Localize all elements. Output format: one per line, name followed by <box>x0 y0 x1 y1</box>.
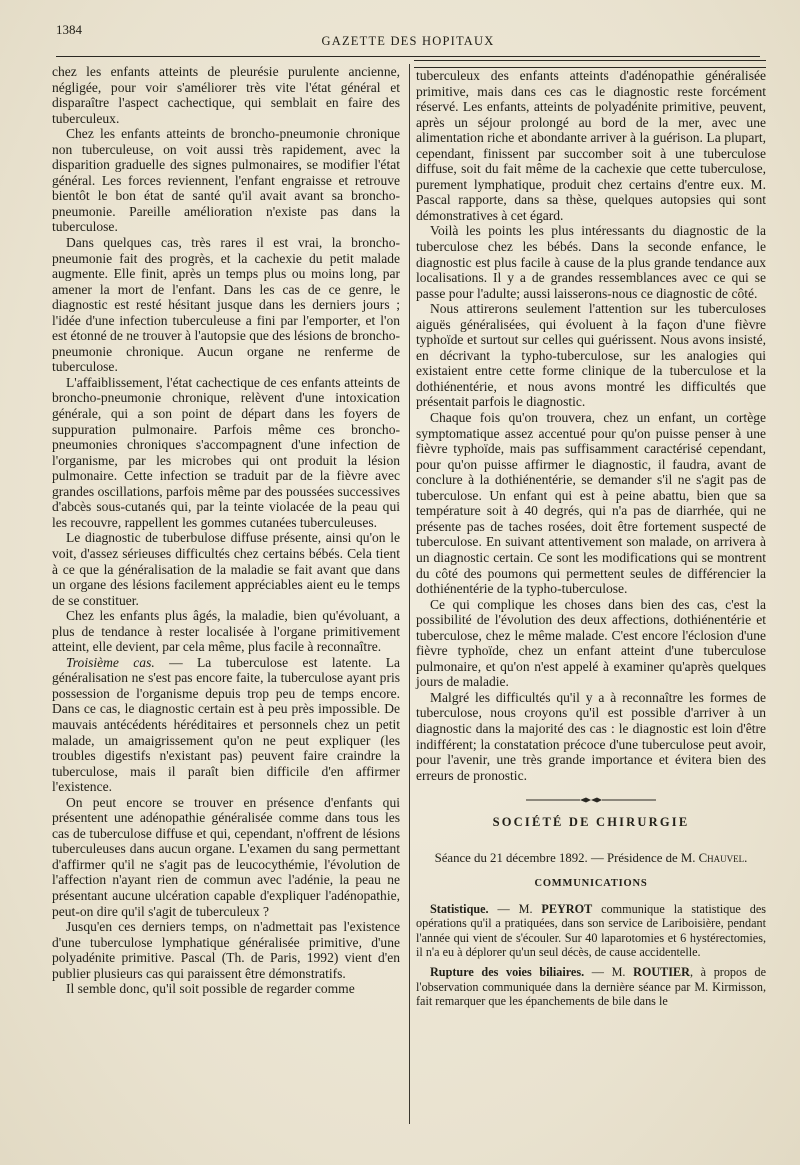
case-heading: Troisième cas. <box>66 654 155 670</box>
president-name: Chauvel <box>698 850 745 865</box>
paragraph: On peut encore se trouver en présence d'enfants qui présentent une adénopathie généralisée comme dans tous les cas de tuberculose diffuse et qui, cependant, n'offrent de lésions tuberculeuses dans aucun organe. L'examen du sang permettant d'affirmer qu'il ne s'agit pas de leucocythémie, l'évolution de l'affection n'ayant rien de commun avec l'adénie, la peau ne présentant aucune ulcération capable d'expliquer l'adénopathie, peut-on dire qu'il s'agit de tuberculeux ? <box>52 794 400 919</box>
paragraph-troisieme-cas <box>52 655 400 795</box>
paragraph: Chaque fois qu'on trouvera, chez un enfant, un cortège symptomatique assez accentué pour qu'on puisse penser à une fièvre typhoïde, mais pas suffisamment caractérisé cependant, pour qu'on puisse affirmer le diagnostic, il faudra, avant de conclure à la dothiénentérie, se demander s'il ne s'agit pas de tuberculose. Un enfant qui est à peine abattu, bien que sa température soit à 40 degrés, qui n'a pas de diarrhée, qui ne présente pas de taches rosées, doit être fortement suspecté de tuberculose. En suivant attentivement son malade, on arrivera à un diagnostic certain. Ce sont les modifications qui se montrent du côté des poumons qui permettent seules de différencier la dothiénentérie de la typho-tuberculose. <box>416 410 766 597</box>
communication-dash: — M. <box>488 901 542 916</box>
paragraph: Il semble donc, qu'il soit possible de regarder comme <box>66 981 355 997</box>
paragraph: Nous attirerons seulement l'attention sur les tuberculoses aiguës généralisées, qui évoluent à la façon d'une fièvre typhoïde et surtout sur celles qui guérissent. Nous avons insisté, en décrivant la typho-tuberculose, sur les analogies qui existaient entre cette forme clinique de la tuberculose et la dothiénentérie, et nous avons montré les difficultés que présentait parfois le diagnostic. <box>416 301 766 410</box>
speaker-name: PEYROT <box>541 901 593 916</box>
header-rule <box>56 56 760 57</box>
page-header <box>56 18 760 58</box>
paragraph: L'affaiblissement, l'état cachectique de ces enfants atteints de broncho-pneumonie chronique, relèvent d'une intoxication générale, qui a son point de départ dans les foyers de suppuration pulmonaire. Parfois même ces broncho-pneumonies chroniques s'accompagnent d'une infection de l'organisme, par les microbes qui ont produit la lésion pulmonaire. Cette infection se traduit par de la fièvre avec grandes oscillations, parfois même par des poussées successives d'abcès sous-cutanés qui, par la teinte violacée de la peau qui les recouvre, rappellent les gommes cutanées tuberculeuses. <box>52 374 400 530</box>
paragraph: Chez les enfants atteints de broncho-pneumonie chronique non tuberculeuse, on voit aussi très rapidement, avec la disparition graduelle des signes pulmonaires, se modifier l'état général. Les forces reviennent, l'enfant engraisse et retrouve bientôt le bon état de santé qu'il avait avant sa broncho-pneumonie. Pareille amélioration n'existe pas dans la tuberculose. <box>52 126 400 235</box>
page-number: 1384 <box>56 22 82 37</box>
session-text: Séance du 21 décembre 1892. — Présidence de M. <box>434 850 699 865</box>
paragraph: Voilà les points les plus intéressants du diagnostic de la tuberculose chez les bébés. Dans la seconde enfance, le diagnostic est plus facile à cause de la plus grande tendance aux localisations. Il y a de grandes ressemblances avec ce qui se passe pour l'adulte; aussi laisserons-nous ce diagnostic de côté. <box>416 223 766 301</box>
paragraph-text: — La tuberculose est latente. La généralisation ne s'est pas encore faite, la tuberculose ayant pris possession de l'organisme depuis trop peu de temps encore. Dans ce cas, le diagnostic certain est à peu près impossible. De mauvais antécédents héréditaires et personnels chez un petit malade, un amaigrissement qu'on ne peut expliquer (les troubles digestifs n'existant pas) peuvent faire craindre la tuberculose, mais il paraît bien difficile d'en affirmer l'existence. <box>52 654 400 795</box>
subheading-communications: COMMUNICATIONS <box>534 878 648 890</box>
journal-title: GAZETTE DES HOPITAUX <box>321 34 495 48</box>
tailpiece-ornament-icon <box>416 795 766 805</box>
communication-item <box>416 965 766 1008</box>
paragraph: Ce qui complique les choses dans bien des cas, c'est la possibilité de l'évolution des deux affections, dothiénentérie et tuberculose, chez le même malade. C'est encore l'éclosion d'une fièvre typhoïde, chez un enfant atteint d'une tuberculose pulmonaire, et qu'on n'est appelé à examiner qu'après quelques jours de maladie. <box>416 596 766 690</box>
communications-list <box>416 902 766 1009</box>
paragraph: Jusqu'en ces derniers temps, on n'admettait pas l'existence d'une tuberculose lymphatique généralisée primitive, d'une polyadénite primitive. Pascal (Th. de Paris, 1992) vient d'en publier plusieurs cas qui paraissent être démonstratifs. <box>52 919 400 981</box>
communication-text: communique la statistique des opérations qu'il a pratiquées, dans son service de Lariboisière, pendant l'année qui vient de s'écouler. Sur 40 laparotomies et 6 hystérectomies, il n'a eu à déplorer qu'un seul décès, de cause accidentelle. <box>416 901 766 960</box>
section-title: SOCIÉTÉ DE CHIRURGIE <box>492 815 690 830</box>
communication-dash: — M. <box>584 965 634 980</box>
session-end: . <box>744 850 748 865</box>
right-column <box>416 64 766 1015</box>
left-column <box>52 64 400 997</box>
communication-topic: Rupture des voies biliaires. <box>430 965 585 980</box>
paragraph: Malgré les difficultés qu'il y a à reconnaître les formes de tuberculose, nous croyons qu'il est possible d'arriver à un diagnostic dans la majorité des cas : le diagnostic est loin d'être indifférent; la constatation précoce d'une tuberculose peut avoir, pour l'avenir, une très grande importance et évitera bien des erreurs de pronostic. <box>416 689 766 783</box>
paragraph: Le diagnostic de tuberbulose diffuse présente, ainsi qu'on le voit, d'assez sérieuses difficultés chez certains bébés. Cela tient à ce que la généralisation de la maladie se fait avant que dans un organe des lésions facilement appréciables aient eu le temps de se constituer. <box>52 530 400 608</box>
paragraph: chez les enfants atteints de pleurésie purulente ancienne, négligée, pour voir s'améliorer très vite l'état général et disparaître l'aspect cachectique, qui semblait en faire des tuberculeux. <box>52 64 400 126</box>
paragraph: Dans quelques cas, très rares il est vrai, la broncho-pneumonie fait des progrès, et la cachexie du petit malade augmente. Elle finit, après un temps plus ou moins long, par amener la mort de l'enfant. Dans les cas de ce genre, le diagnostic est resté hésitant jusque dans les derniers jours ; l'idée d'une infection tuberculeuse a fini par l'emporter, et l'on est étonné de ne trouver à l'autopsie que des lésions de broncho-pneumonie chronique. Aucun organe ne renferme de tuberculose. <box>52 235 400 375</box>
communication-text: , à propos de l'observation communiquée dans la dernière séance par M. Kirmisson, fait remarquer que les épanchements de bile dans le <box>416 965 766 1009</box>
communication-item <box>416 902 766 960</box>
paragraph: Chez les enfants plus âgés, la maladie, bien qu'évoluant, a plus de tendance à rester localisée à l'organe primitivement atteint, elle devient, par cela même, plus facile à reconnaître. <box>52 608 400 655</box>
speaker-name: ROUTIER <box>633 965 690 980</box>
session-line <box>416 851 766 867</box>
paragraph: tuberculeux des enfants atteints d'adénopathie généralisée primitive, mais dans ces cas le diagnostic reste forcément réservé. Les enfants, atteints de polyadénite primitive, peuvent, après un séjour prolongé au bord de la mer, avec une alimentation riche et abondante arriver à la guérison. La plupart, cependant, finissent par succomber soit à une tuberculose diffuse, soit du fait même de la cachexie que cette tuberculose, purement lymphatique, produit chez certains d'entre eux. M. Pascal rapporte, dans sa thèse, quelques autopsies qui sont démonstratives à cet égard. <box>416 68 766 223</box>
communication-topic: Statistique. <box>430 901 489 916</box>
column-divider <box>409 64 410 1124</box>
